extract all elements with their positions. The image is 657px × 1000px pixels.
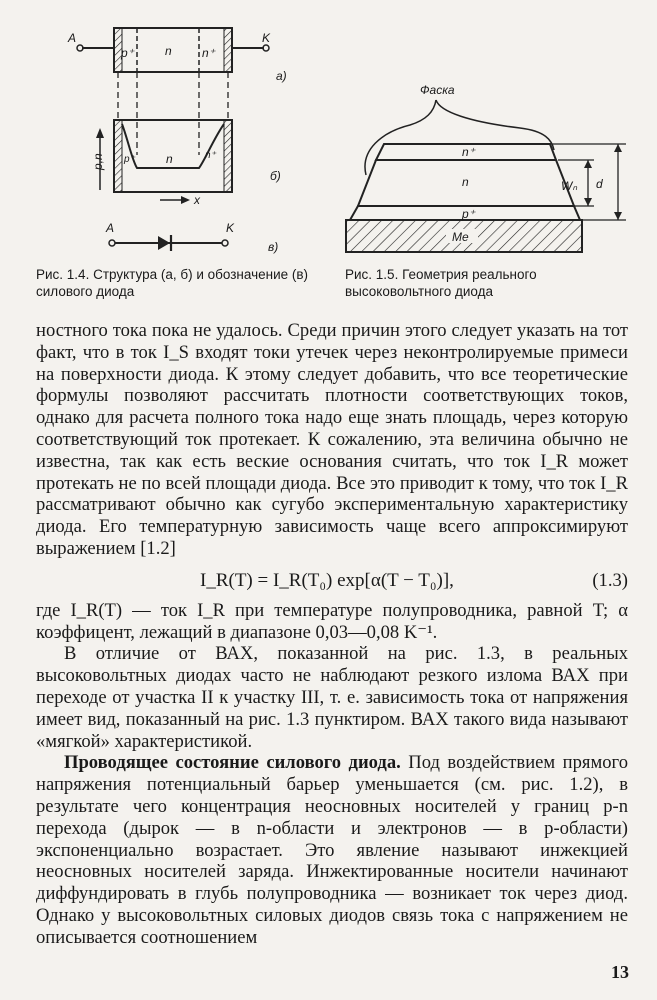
anode-label-a: A xyxy=(68,31,77,45)
body-text xyxy=(36,320,628,949)
formula-row xyxy=(36,564,628,598)
wn-label: Wₙ xyxy=(561,179,578,193)
p-plus-label: p⁺ xyxy=(121,46,135,60)
figure-1-5 xyxy=(330,0,650,265)
n-plus-label-5: n⁺ xyxy=(462,145,476,159)
formula-1-3: I_R(T) = I_R(T₀) exp[α(T − T₀)], xyxy=(200,569,454,591)
n-label: n xyxy=(165,44,172,58)
paragraph-2: где I_R(T) — ток I_R при температуре полупроводника, равной T; α коэффицент, лежащий в диапазоне 0,03—0,08 K⁻¹. xyxy=(36,599,628,643)
chamfer-label: Фаска xyxy=(420,83,455,97)
paragraph-1: ностного тока пока не удалось. Среди причин этого следует указать на тот факт, что в ток I_S входят токи утечек через неконтролируемые примеси на поверхности диода. К этому следует добавить, что все теоретические формулы позволяют рассчитать плотности соответствующих токов, однако для расчета полного тока надо еще знать площадь, через которую соответствующий ток протекает. К сожалению, эта величина обычно не известна, так как есть веские основания считать, что ток I_R может протекать не по всей площади диода. Все это приводит к тому, что ток I_R рассматривают обычно как сугубо экспериментальную характеристику диода. Его температурную зависимость чаще всего аппроксимируют выражением [1.2] xyxy=(36,320,628,559)
y-axis-label: p,n xyxy=(91,153,105,170)
projection-lines xyxy=(118,72,228,155)
diode-symbol-c xyxy=(105,221,278,254)
metal-label: Me xyxy=(452,230,469,244)
paragraph-3: В отличие от ВАХ, показанной на рис. 1.3, в реальных высоковольтных диодах часто не наблюдают резкого излома ВАХ при переходе от участка II к участку III, т. е. зависимость тока от напряжения имеет вид, показанный на рис. 1.3 пунктиром. ВАХ такого вида называют «мягкой» характеристикой. xyxy=(36,643,628,752)
n-label-b: n xyxy=(166,152,173,166)
paragraph-4 xyxy=(36,752,628,948)
d-label: d xyxy=(596,177,603,191)
part-b-label: б) xyxy=(270,169,281,183)
p-plus-label-5: p⁺ xyxy=(462,207,476,221)
n-label-5: n xyxy=(462,175,469,189)
chamfer-brace-left xyxy=(365,100,436,175)
equation-number: (1.3) xyxy=(592,569,628,591)
diode-structure-a xyxy=(67,28,287,83)
n-plus-label-b: n⁺ xyxy=(205,150,216,161)
figure-1-5-caption: Рис. 1.5. Геометрия реального высоковольтного диода xyxy=(345,267,537,299)
anode-label-c: A xyxy=(106,221,115,235)
part-c-label: в) xyxy=(268,240,279,254)
section-heading: Проводящее состояние силового диода. xyxy=(64,752,401,774)
page-number: 13 xyxy=(611,962,629,982)
paragraph-4-body: Под воздействием прямого напряжения потенциальный барьер уменьшается (см. рис. 1.2), в результате чего концентрация неосновных носителей у границ p-n перехода (дырок — в n-области и электронов — в p-области) экспоненциально возрастает. Это явление называют инжекцией неосновных носителей заряда. Инжектированные носители начинают диффундировать в глубь полупроводника — возникает ток через диод. Однако у высоковольтных силовых диодов связь тока с напряжением не описывается соотношением xyxy=(36,752,628,948)
figure-1-4-caption: Рис. 1.4. Структура (а, б) и обозначение (в) силового диода xyxy=(36,267,309,299)
n-plus-label: n⁺ xyxy=(202,46,216,60)
figures-area xyxy=(0,0,657,320)
concentration-profile-b xyxy=(91,120,281,207)
cathode-label-a: K xyxy=(262,31,271,45)
x-axis-label: x xyxy=(194,193,200,207)
chamfer-brace-right xyxy=(436,100,554,150)
cathode-label-c: K xyxy=(226,221,235,235)
part-a-label: a) xyxy=(276,69,287,83)
figure-1-4 xyxy=(0,0,320,265)
p-plus-label-b: p⁺ xyxy=(124,154,135,165)
